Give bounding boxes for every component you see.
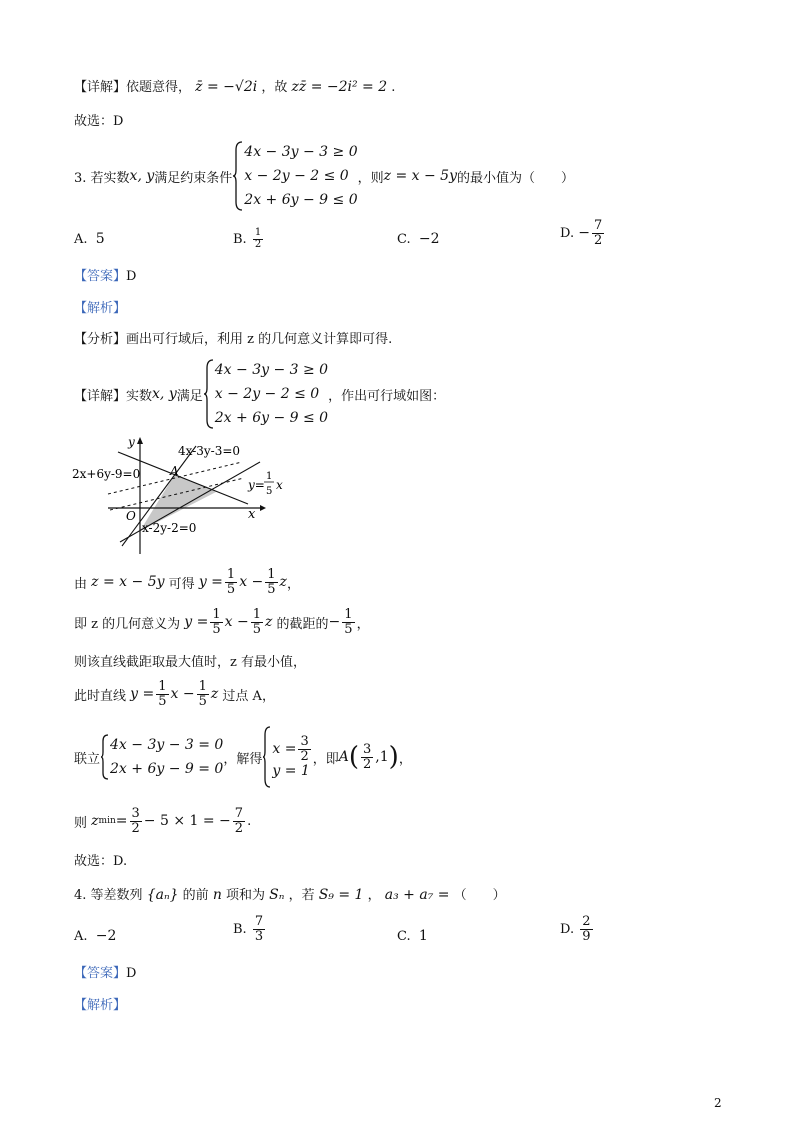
constraint-system-2: 4x − 3y − 3 ≥ 0 x − 2y − 2 ≤ 0 2x + 6y − 9 ≤ 0 (214, 362, 329, 426)
x-axis-label: x (248, 507, 256, 522)
q3-option-b[interactable]: B. $\frac{1}{2}$ (233, 227, 262, 250)
step-4: 此时直线 y = $\frac{1}{5}$ x − $\frac{1}{5}$ z 过点 A， (74, 678, 275, 709)
choice-line: 故选：D (74, 114, 124, 129)
line4-x: x (276, 478, 283, 492)
q4-option-b[interactable]: B. $\frac{7}{3}$ (233, 914, 264, 944)
conj-z-expr: z̄ = −√2i (195, 79, 258, 95)
point-a-label: A (170, 464, 179, 478)
q3-option-d[interactable]: D. − $\frac{7}{2}$ (560, 218, 603, 248)
line3-label: x-2y-2=0 (142, 521, 197, 535)
constraint-system: 4x − 3y − 3 ≥ 0 x − 2y − 2 ≤ 0 2x + 6y − 9 ≤ 0 (244, 144, 358, 208)
question-3: 3. 若实数 x, y 满足约束条件 4x − 3y − 3 ≥ 0 x − 2y − 2 ≤ 0 2x + 6y − 9 ≤ 0 ，则 z = x − 5y 的最小值为（ ） (74, 138, 574, 214)
step-6: 则 z min = $\frac{3}{2}$ − 5 × 1 = − $\frac{7}{2}$ . (74, 805, 252, 836)
line4-den: 5 (266, 486, 273, 497)
left-brace (232, 140, 244, 212)
x-axis-arrow (260, 505, 266, 511)
q4-option-a[interactable]: A. −2 (74, 928, 117, 944)
left-brace (203, 358, 215, 430)
q4-option-d[interactable]: D. $\frac{2}{9}$ (560, 914, 591, 944)
left-brace (100, 733, 110, 781)
zz-product: zz̄ = −2i² = 2 (291, 79, 388, 95)
line2-label: 2x+6y-9=0 (72, 467, 141, 481)
q3-option-a[interactable]: A. 5 (74, 231, 105, 247)
step-5: 联立 4x − 3y − 3 = 0 2x + 6y − 9 = 0 ，解得 x = $\frac{3}{2}$ y = 1 ，即 A ( $\frac{3}{2}$ ,1 ) ， (74, 724, 412, 790)
analysis-4-heading: 【解析】 (74, 998, 127, 1013)
analysis-3: 【分析】画出可行域后，利用 z 的几何意义计算即可得. (74, 332, 393, 347)
open-paren: ( (348, 742, 360, 772)
left-brace (262, 725, 272, 789)
line1-label: 4x-3y-3=0 (178, 444, 241, 458)
step-1: 由 z = x − 5y 可得 y = $\frac{1}{5}$ x − $\frac{1}{5}$ z ， (74, 566, 300, 597)
answer-3: 【答案】D (74, 269, 137, 284)
answer-4: 【答案】D (74, 966, 137, 981)
feasible-region-graph (68, 434, 298, 556)
y-axis-arrow (137, 437, 143, 444)
q3-option-c[interactable]: C. −2 (397, 231, 440, 247)
detail-line-1: 【详解】依题意得， z̄ = −√2i ，故 zz̄ = −2i² = 2 . (74, 79, 396, 95)
line4-num: 1 (266, 471, 273, 482)
q4-option-c[interactable]: C. 1 (397, 928, 428, 944)
close-paren: ) (388, 742, 399, 772)
y-axis-label: y (128, 435, 135, 449)
origin-label: O (126, 509, 136, 523)
detail-3: 【详解】 实数 x, y 满足 4x − 3y − 3 ≥ 0 x − 2y − 2 ≤ 0 2x + 6y − 9 ≤ 0 ，作出可行域如图： (74, 356, 445, 432)
page-number: 2 (714, 1096, 722, 1110)
step-3: 则该直线截距取最大值时，z 有最小值， (74, 655, 306, 670)
equation-system: 4x − 3y − 3 = 0 2x + 6y − 9 = 0 (110, 737, 224, 777)
step-2: 即 z 的几何意义为 y = $\frac{1}{5}$ x − $\frac{1}{5}$ z 的截距的 − $\frac{1}{5}$ ， (74, 606, 370, 637)
analysis-3-heading: 【解析】 (74, 301, 127, 316)
solution: x = $\frac{3}{2}$ y = 1 (272, 733, 310, 780)
line4-prefix: y= (248, 478, 265, 492)
choice-line-2: 故选：D. (74, 854, 128, 869)
question-4: 4. 等差数列 {aₙ} 的前 n 项和为 Sₙ ，若 S₉ = 1 ， a₃ + a₇ = （ ） (74, 887, 506, 903)
